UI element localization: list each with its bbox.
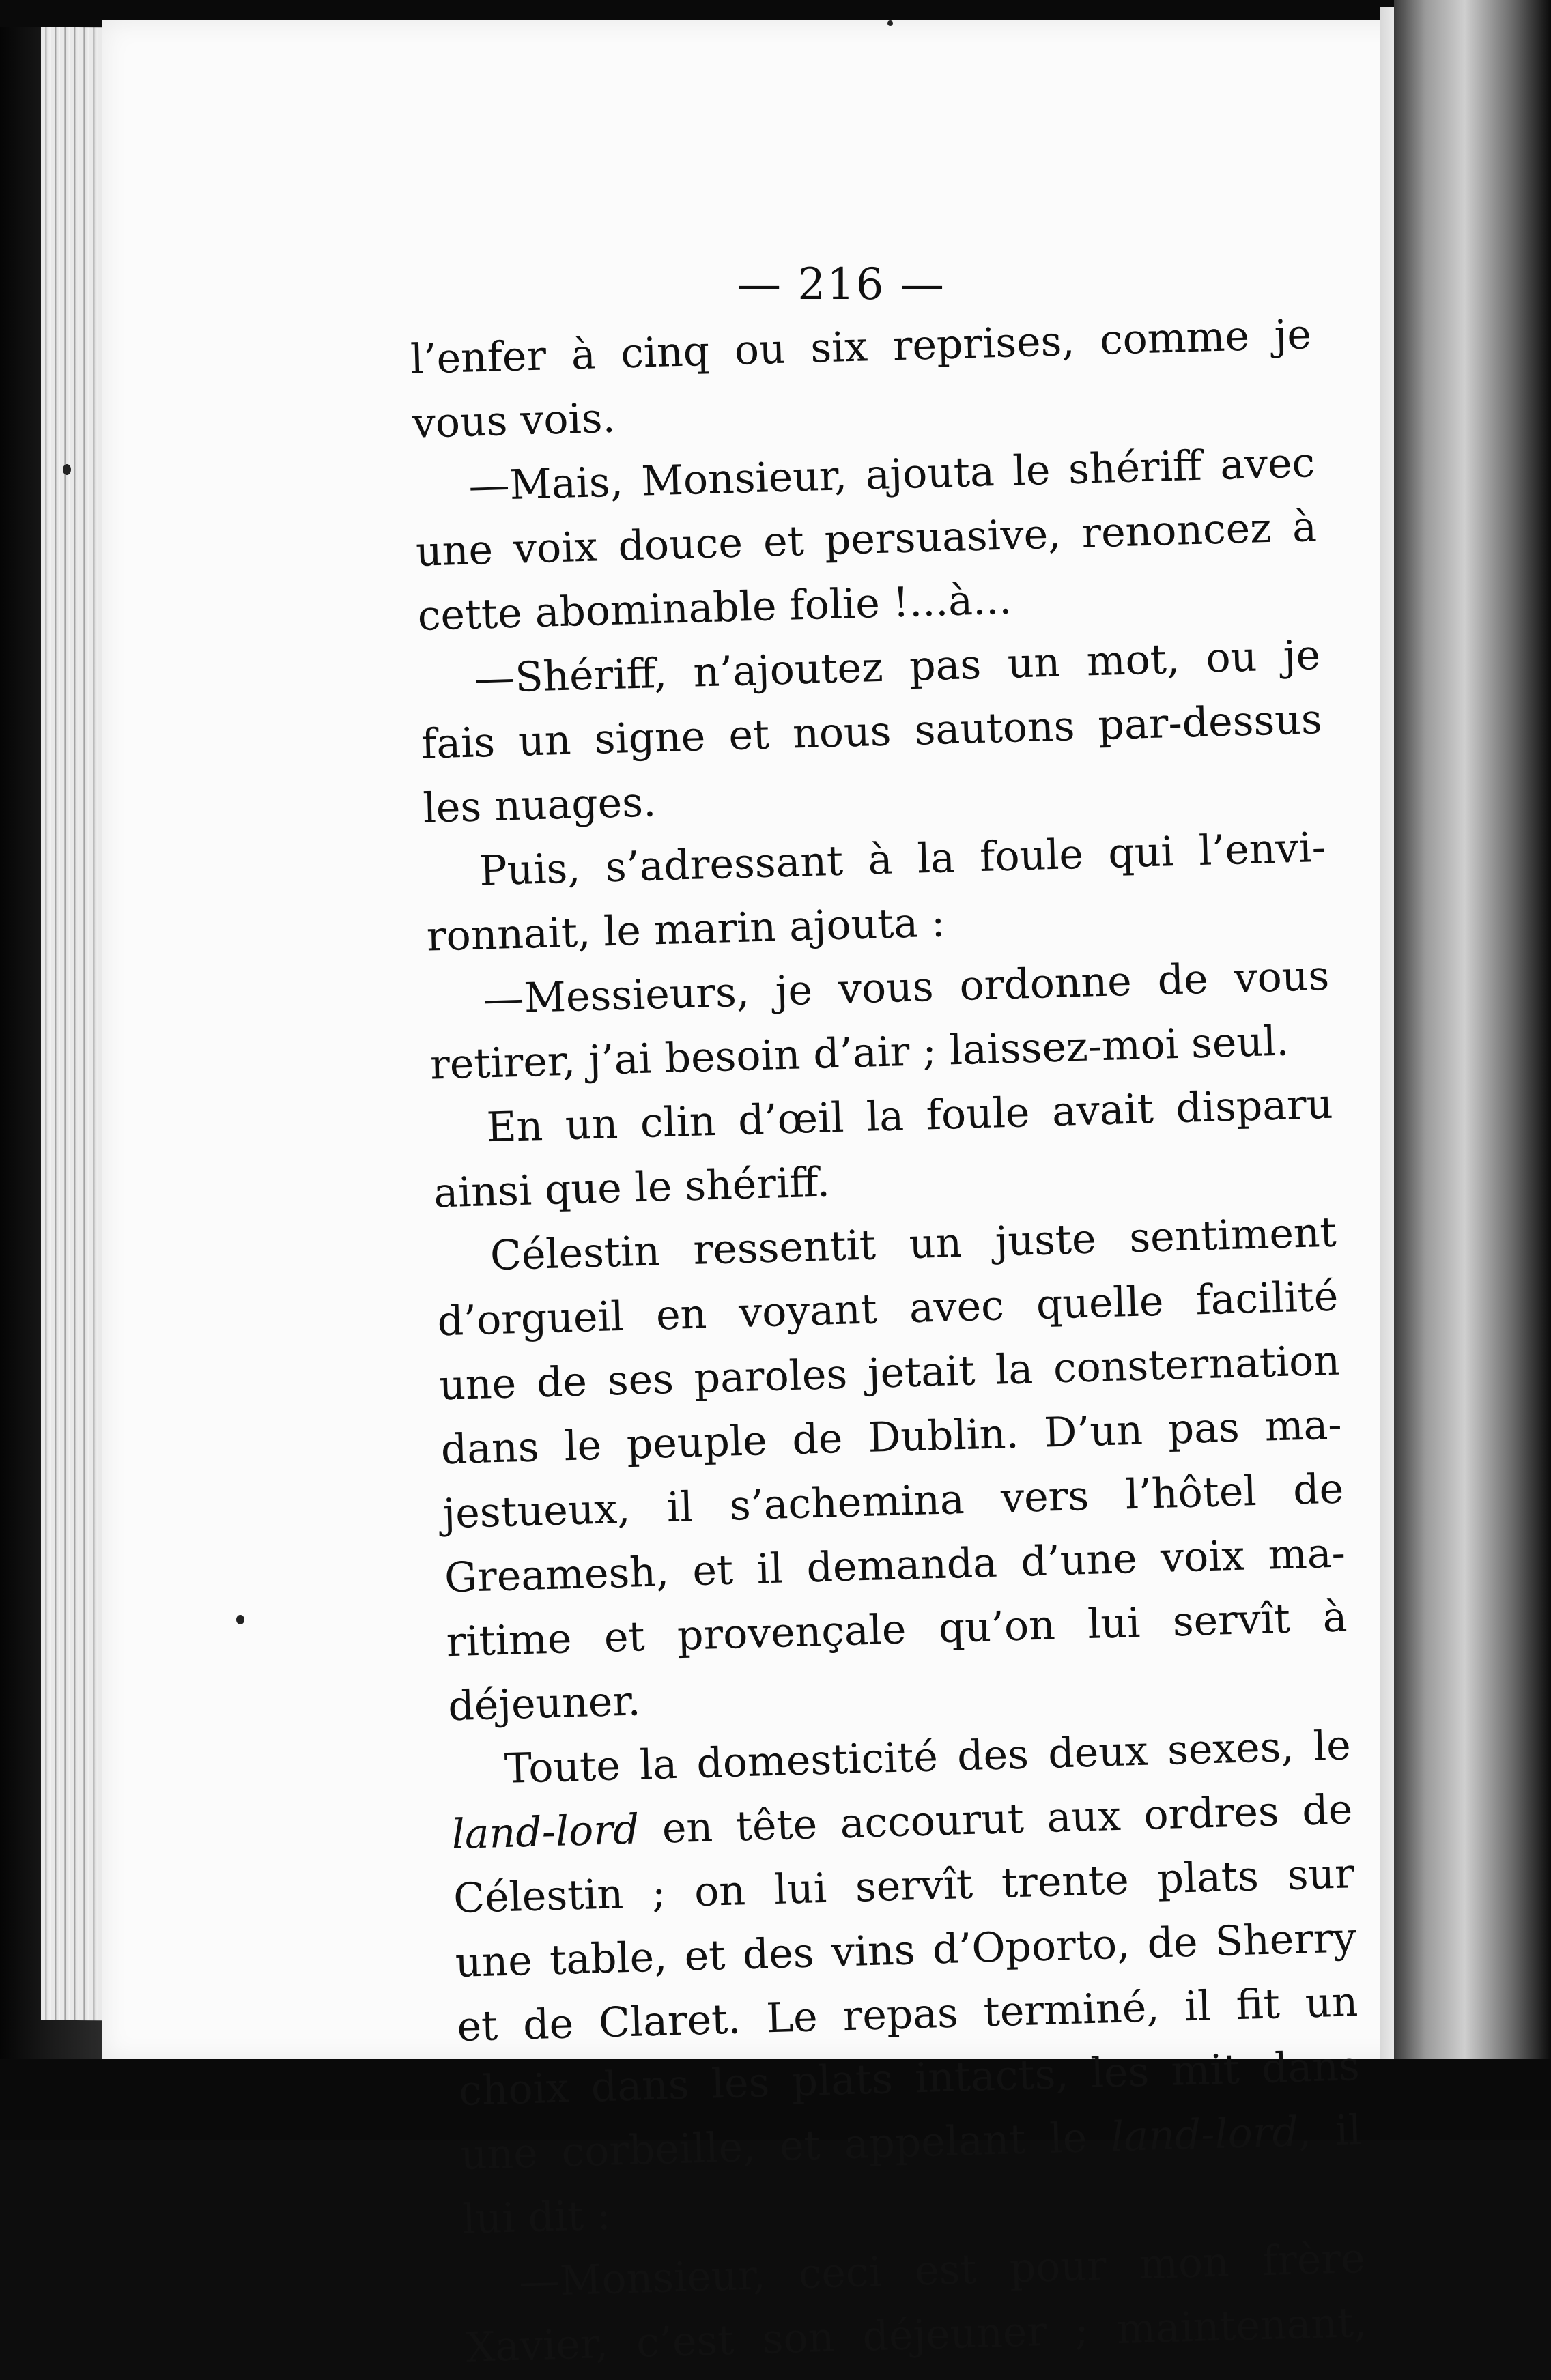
text-line: —Messieurs, je vous ordonne de vous xyxy=(482,951,1331,1024)
text-line: jestueux, il s’achemina vers l’hôtel de xyxy=(442,1465,1345,1538)
text-line: Célestin ; on lui servît trente plats sur xyxy=(453,1850,1355,1923)
text-line: cette abominable folie !...à... xyxy=(416,575,1012,640)
text-line: l’enfer à cinq ou six reprises, comme je xyxy=(410,311,1312,384)
text-line: retirer, j’ai besoin d’air ; laissez-moi seul. xyxy=(429,1017,1290,1089)
scan-border-right xyxy=(1394,0,1551,2140)
ink-speck xyxy=(63,464,71,475)
page-number: — 216 — xyxy=(737,259,945,310)
body-text xyxy=(410,302,1367,2380)
text-line: Greamesh, et il demanda d’une voix ma- xyxy=(444,1529,1346,1603)
text-line: ritime et provençale qu’on lui servît à xyxy=(445,1593,1348,1667)
text-line: et de Claret. Le repas terminé, il fit un xyxy=(456,1978,1359,2052)
text-line: lui dit : xyxy=(461,2191,612,2243)
text-line: une voix douce et persuasive, renoncez à xyxy=(415,503,1318,576)
text-line: —Shériff, n’ajoutez pas un mot, ou je xyxy=(473,631,1321,703)
ink-speck xyxy=(887,20,893,26)
text-line: déjeuner. xyxy=(447,1677,642,1731)
text-line: Puis, s’adressant à la foule qui l’envi- xyxy=(479,823,1326,895)
text-line: Célestin ressentit un juste sentiment xyxy=(489,1208,1337,1280)
ink-speck xyxy=(236,1615,244,1624)
text-line: —Monsieur, ceci est pour mon frère xyxy=(518,2235,1366,2306)
text-line: une corbeille, et appelant le land-lord, il xyxy=(459,2106,1363,2179)
text-line: une table, et des vins d’Oporto, de Sherry xyxy=(454,1914,1357,1988)
text-line: vous vois. xyxy=(411,394,616,448)
text-line: En un clin d’œil la foule avait disparu xyxy=(485,1080,1334,1152)
text-line: ainsi que le shériff. xyxy=(433,1158,831,1218)
text-line: dans le peuple de Dublin. D’un pas ma- xyxy=(440,1401,1343,1474)
text-line: Xavier, c’est son déjeuner ; maintenant, xyxy=(465,2299,1368,2372)
text-line: les nuages. xyxy=(422,778,657,833)
text-line: d’orgueil en voyant avec quelle facilité xyxy=(436,1272,1339,1346)
text-line: ronnait, le marin ajouta : xyxy=(425,898,946,961)
text-line: Toute la domesticité des deux sexes, le xyxy=(504,1721,1352,1793)
text-line: choix dans les plats intacts, les mit dans xyxy=(458,2042,1361,2115)
text-line: une de ses paroles jetait la consternation xyxy=(438,1336,1341,1410)
text-line: fais un signe et nous sautons par-dessus xyxy=(421,695,1323,769)
text-line: land-lord en tête accourut aux ordres de xyxy=(451,1786,1354,1859)
text-line: —Mais, Monsieur, ajouta le shériff avec xyxy=(468,439,1316,511)
